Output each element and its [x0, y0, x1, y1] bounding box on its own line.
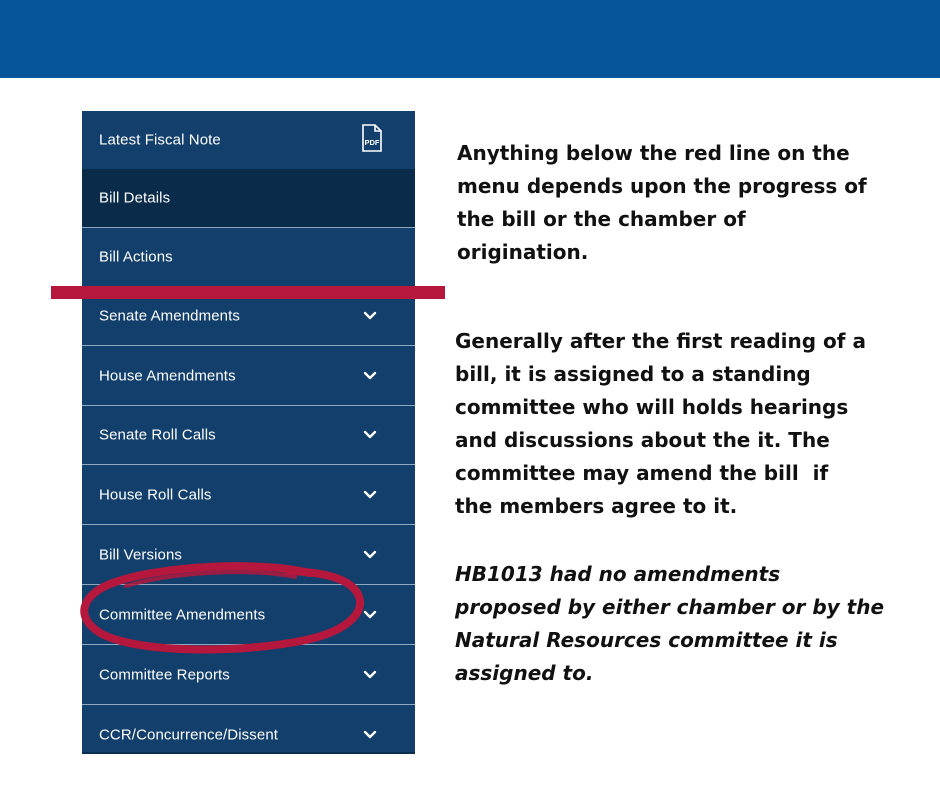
menu-item-label: Senate Roll Calls — [99, 426, 216, 444]
committee-explanation — [455, 325, 866, 523]
menu-item-latest-fiscal-note[interactable] — [82, 111, 415, 170]
chevron-down-icon[interactable] — [362, 310, 378, 322]
chevron-down-icon[interactable] — [362, 370, 378, 382]
text-line: and discussions about the it. The — [455, 428, 830, 452]
chevron-down-icon[interactable] — [362, 489, 378, 501]
chevron-down-icon[interactable] — [362, 429, 378, 441]
menu-item-label: House Roll Calls — [99, 486, 212, 504]
chevron-down-icon[interactable] — [362, 549, 378, 561]
menu-item-senate-roll-calls[interactable] — [82, 406, 415, 465]
menu-item-bill-versions[interactable] — [82, 526, 415, 585]
menu-item-bill-actions[interactable] — [82, 228, 415, 287]
text-line: origination. — [457, 240, 589, 264]
top-banner — [0, 0, 940, 78]
menu-item-label: Latest Fiscal Note — [99, 131, 221, 149]
menu-item-ccr-concurrence-dissent[interactable] — [82, 705, 415, 752]
menu-item-label: Bill Details — [99, 189, 171, 207]
text-line: the bill or the chamber of — [457, 207, 746, 231]
text-line: HB1013 had no amendments — [455, 562, 781, 586]
menu-item-bill-details[interactable] — [82, 169, 415, 228]
text-line: the members agree to it. — [455, 494, 738, 518]
menu-item-label: Bill Actions — [99, 248, 173, 266]
menu-item-label: Committee Amendments — [99, 606, 266, 624]
menu-item-label: Bill Versions — [99, 546, 183, 564]
chevron-down-icon[interactable] — [362, 669, 378, 681]
menu-item-house-amendments[interactable] — [82, 347, 415, 406]
menu-item-label: House Amendments — [99, 367, 236, 385]
red-divider-line — [51, 286, 445, 299]
chevron-down-icon[interactable] — [362, 609, 378, 621]
text-line: menu depends upon the progress of — [457, 174, 867, 198]
text-line: assigned to. — [455, 661, 594, 685]
menu-item-label: Senate Amendments — [99, 307, 240, 325]
text-line: committee may amend the bill if — [455, 461, 829, 485]
text-line: Anything below the red line on the — [457, 141, 850, 165]
pdf-icon-text: PDF — [364, 138, 380, 147]
text-line: committee who will holds hearings — [455, 395, 849, 419]
text-line: Natural Resources committee it is — [455, 628, 838, 652]
hb1013-note — [455, 558, 885, 690]
pdf-icon[interactable] — [359, 124, 383, 152]
bill-menu — [82, 111, 415, 752]
menu-item-house-roll-calls[interactable] — [82, 466, 415, 525]
menu-item-committee-reports[interactable] — [82, 646, 415, 705]
menu-item-label: CCR/Concurrence/Dissent — [99, 726, 279, 743]
red-line-explanation — [457, 137, 867, 269]
menu-item-label: Committee Reports — [99, 666, 230, 684]
text-line: bill, it is assigned to a standing — [455, 362, 811, 386]
menu-item-committee-amendments[interactable] — [82, 586, 415, 645]
text-line: Generally after the first reading of a — [455, 329, 866, 353]
chevron-down-icon[interactable] — [362, 729, 378, 741]
text-line: proposed by either chamber or by the — [455, 595, 885, 619]
